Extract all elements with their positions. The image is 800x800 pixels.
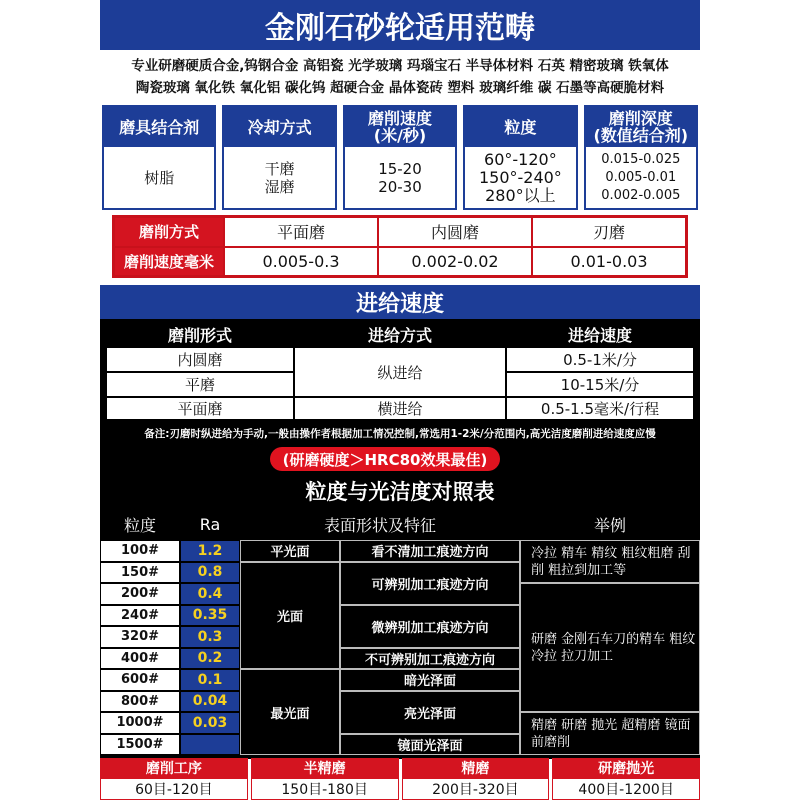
- feed-header: 磨削形式: [167, 326, 232, 345]
- method-speed: 0.002-0.02: [378, 247, 532, 277]
- ra-cell: 0.3: [180, 626, 240, 648]
- feed-method: 纵进给: [294, 347, 506, 397]
- roughness-header: [100, 510, 700, 538]
- spec-grit: [463, 105, 577, 210]
- method-speed: 0.005-0.3: [224, 247, 378, 277]
- process-header: 精磨: [402, 758, 550, 778]
- spec-header: 粒度: [465, 107, 575, 147]
- ra-cell: 0.8: [180, 562, 240, 584]
- roughness-table: [100, 540, 700, 755]
- feed-note: 备注:刃磨时纵进给为手动,一般由操作者根据加工情况控制,常选用1-2米/分范围内,高光洁度磨削进给速度应慢: [144, 428, 656, 440]
- method-item: 平面磨: [224, 217, 378, 247]
- process-value: 150目-180目: [251, 778, 399, 800]
- col-grit: 粒度: [123, 515, 156, 535]
- grit-cell: 240#: [100, 605, 180, 627]
- ra-cell: 0.2: [180, 648, 240, 670]
- feed-table: [106, 322, 694, 420]
- method-item: 刃磨: [532, 217, 686, 247]
- hardness-badge: (研磨硬度＞HRC80效果最佳): [270, 447, 500, 471]
- feed-speed: 10-15米/分: [506, 372, 694, 397]
- spec-header: 磨具结合剂: [104, 107, 214, 147]
- process-header: 磨削工序: [100, 758, 248, 778]
- grit-cell: 100#: [100, 540, 180, 562]
- spec-cooling: [222, 105, 336, 210]
- feed-speed: 0.5-1.5毫米/行程: [506, 397, 694, 420]
- grit-cell: 320#: [100, 626, 180, 648]
- feed-form: 平磨: [106, 372, 294, 397]
- grit-cell: 1500#: [100, 734, 180, 756]
- ra-cell: 0.1: [180, 669, 240, 691]
- feed-header: 进给方式: [367, 326, 432, 345]
- feed-header: 进给速度: [567, 326, 632, 345]
- ra-cell: 0.03: [180, 712, 240, 734]
- speed-label: 磨削速度毫米: [114, 247, 224, 277]
- spec-value: 干磨 湿磨: [264, 159, 295, 196]
- spec-value: 0.015-0.025 0.005-0.01 0.002-0.005: [601, 151, 681, 203]
- ra-cell: 0.4: [180, 583, 240, 605]
- spec-header: 磨削速度 (米/秒): [345, 107, 455, 147]
- feed-speed: 0.5-1米/分: [506, 347, 694, 372]
- grit-cell: 1000#: [100, 712, 180, 734]
- surface-cell: 光面: [240, 562, 340, 670]
- feed-title: 进给速度: [100, 285, 700, 319]
- grit-cell: 400#: [100, 648, 180, 670]
- feature-cell: 亮光泽面: [340, 691, 520, 734]
- surface-cell: 最光面: [240, 669, 340, 755]
- process-table: [100, 758, 700, 800]
- roughness-title: 粒度与光洁度对照表: [305, 480, 495, 504]
- feed-method: 横进给: [294, 397, 506, 420]
- feature-cell: 微辨别加工痕迹方向: [340, 605, 520, 648]
- spec-value: 树脂: [144, 168, 175, 187]
- feature-cell: 可辨别加工痕迹方向: [340, 562, 520, 605]
- process-value: 400目-1200目: [552, 778, 700, 800]
- grinding-method-table: [112, 215, 688, 278]
- method-speed: 0.01-0.03: [532, 247, 686, 277]
- ra-cell: 1.2: [180, 540, 240, 562]
- process-value: 200目-320目: [402, 778, 550, 800]
- page-title: 金刚石砂轮适用范畴: [100, 0, 700, 50]
- materials-line: 陶瓷玻璃 氧化铁 氧化铝 碳化钨 超硬合金 晶体瓷砖 塑料 玻璃纤维 碳 石墨等高硬脆材料: [135, 80, 665, 96]
- example-cell: 精磨 研磨 抛光 超精磨 镜面前磨削: [520, 712, 700, 755]
- spec-header: 磨削深度 (数值结合剂): [586, 107, 696, 147]
- ra-cell: 0.35: [180, 605, 240, 627]
- process-value: 60目-120目: [100, 778, 248, 800]
- spec-value: 60°-120° 150°-240° 280°以上: [478, 149, 562, 205]
- spec-speed: [343, 105, 457, 210]
- example-cell: 研磨 金刚石车刀的精车 粗纹 冷拉 拉刀加工: [520, 583, 700, 712]
- specs-table: [102, 105, 698, 210]
- feature-cell: 不可辨别加工痕迹方向: [340, 648, 520, 670]
- feature-cell: 看不清加工痕迹方向: [340, 540, 520, 562]
- method-item: 内圆磨: [378, 217, 532, 247]
- grit-cell: 150#: [100, 562, 180, 584]
- process-header: 研磨抛光: [552, 758, 700, 778]
- grit-cell: 200#: [100, 583, 180, 605]
- col-feature: 表面形状及特征: [323, 515, 436, 535]
- feature-cell: 暗光泽面: [340, 669, 520, 691]
- ra-cell: [180, 734, 240, 756]
- spec-depth: [584, 105, 698, 210]
- method-label: 磨削方式: [114, 217, 224, 247]
- materials-list: [100, 55, 700, 99]
- feed-form: 平面磨: [106, 397, 294, 420]
- spec-value: 15-20 20-30: [378, 159, 422, 196]
- spec-header: 冷却方式: [224, 107, 334, 147]
- ra-cell: 0.04: [180, 691, 240, 713]
- process-header: 半精磨: [251, 758, 399, 778]
- col-example: 举例: [593, 515, 626, 535]
- grit-cell: 600#: [100, 669, 180, 691]
- surface-cell: 平光面: [240, 540, 340, 562]
- feature-cell: 镜面光泽面: [340, 734, 520, 756]
- col-ra: Ra: [199, 514, 221, 534]
- materials-line: 专业研磨硬质合金,钨钢合金 高铝瓷 光学玻璃 玛瑙宝石 半导体材料 石英 精密玻璃 铁氧体: [131, 58, 669, 74]
- grit-cell: 800#: [100, 691, 180, 713]
- feed-form: 内圆磨: [106, 347, 294, 372]
- spec-bond: [102, 105, 216, 210]
- example-cell: 冷拉 精车 精纹 粗纹粗磨 刮削 粗拉到加工等: [520, 540, 700, 583]
